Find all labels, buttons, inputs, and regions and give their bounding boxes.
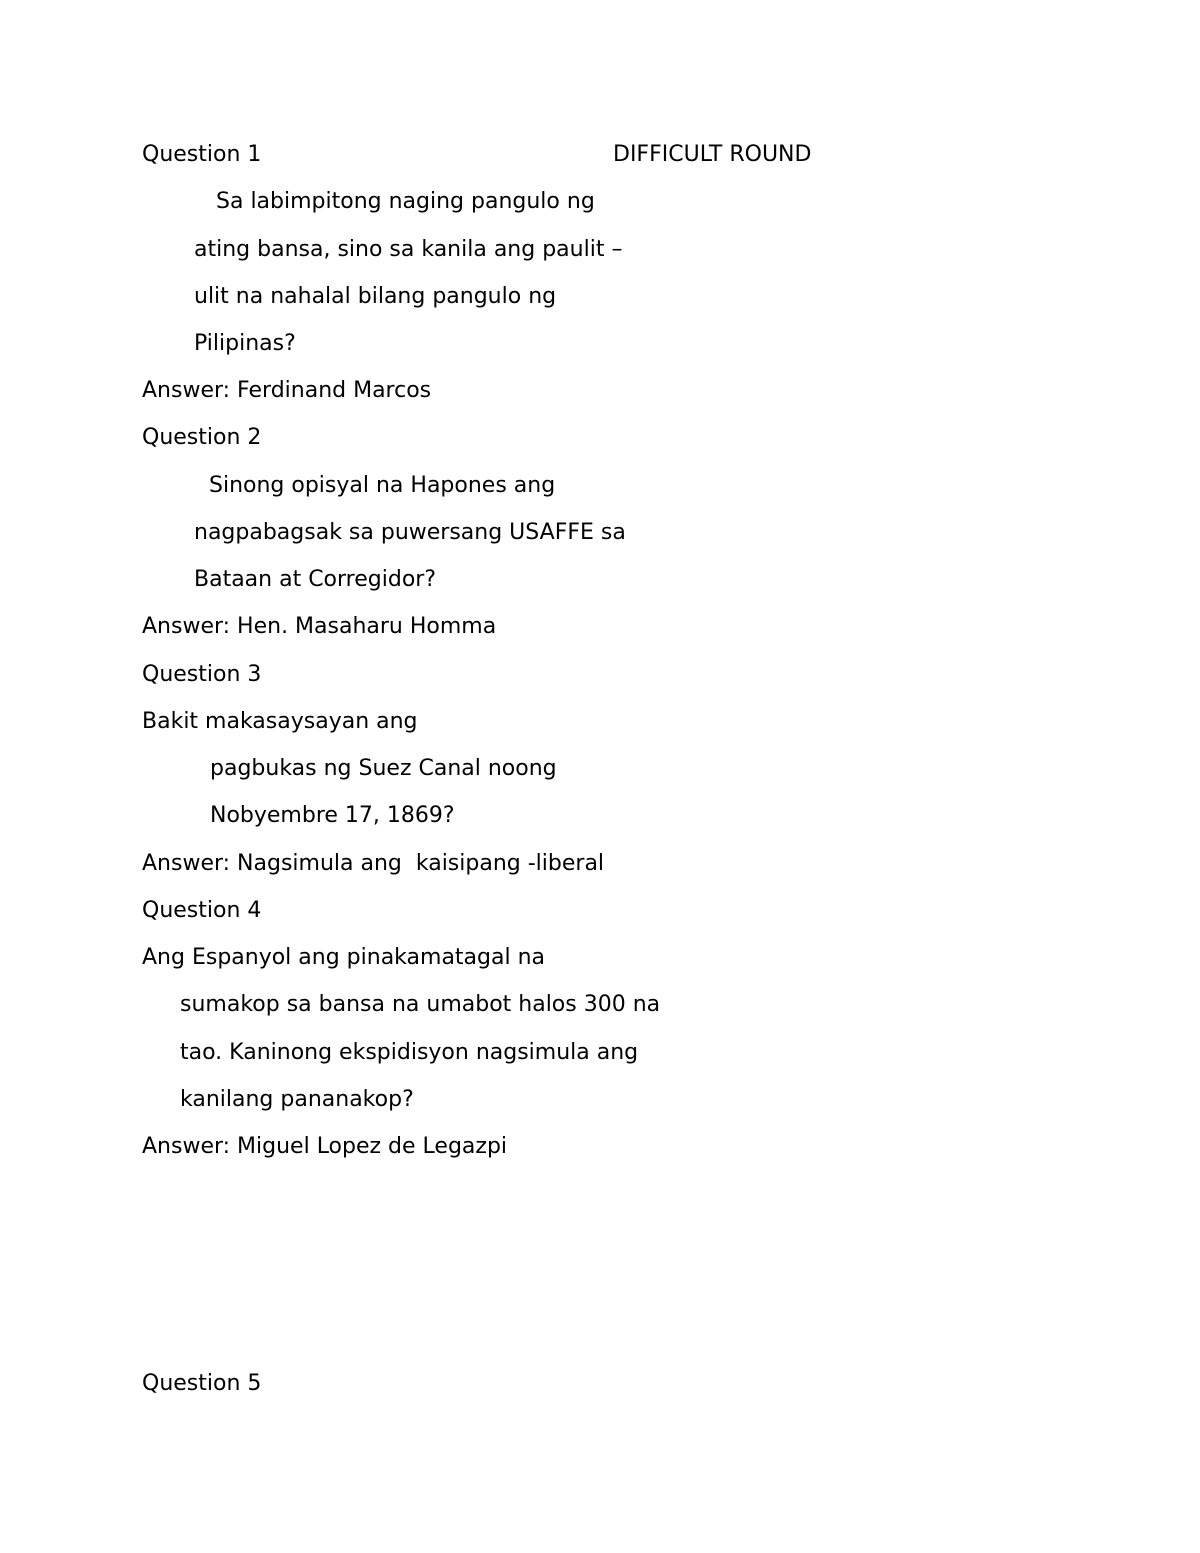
question-2-text-line: nagpabagsak sa puwersang USAFFE sa bbox=[194, 520, 626, 545]
question-1-text-line: ulit na nahalal bilang pangulo ng bbox=[194, 284, 557, 309]
question-1-text-line: Pilipinas? bbox=[194, 331, 296, 356]
question-1-label: Question 1 bbox=[142, 142, 262, 167]
question-3-label: Question 3 bbox=[142, 662, 262, 687]
question-2-answer: Answer: Hen. Masaharu Homma bbox=[142, 614, 497, 639]
question-4-text-line: tao. Kaninong ekspidisyon nagsimula ang bbox=[180, 1040, 639, 1065]
question-3-text-line: Nobyembre 17, 1869? bbox=[210, 803, 455, 828]
question-4-text-line: sumakop sa bansa na umabot halos 300 na bbox=[180, 992, 661, 1017]
question-4-text-line: kanilang pananakop? bbox=[180, 1087, 414, 1112]
question-1-text-line: ating bansa, sino sa kanila ang paulit – bbox=[194, 237, 623, 262]
round-title: DIFFICULT ROUND bbox=[613, 142, 812, 167]
question-2-label: Question 2 bbox=[142, 425, 262, 450]
question-3-text-line: Bakit makasaysayan ang bbox=[142, 709, 418, 734]
question-3-text-line: pagbukas ng Suez Canal noong bbox=[210, 756, 557, 781]
question-1-answer: Answer: Ferdinand Marcos bbox=[142, 378, 432, 403]
question-4-text-line: Ang Espanyol ang pinakamatagal na bbox=[142, 945, 546, 970]
question-5-label: Question 5 bbox=[142, 1371, 262, 1396]
question-3-answer: Answer: Nagsimula ang kaisipang -liberal bbox=[142, 851, 605, 876]
question-1-text-line: Sa labimpitong naging pangulo ng bbox=[216, 189, 595, 214]
question-4-label: Question 4 bbox=[142, 898, 262, 923]
question-2-text-line: Sinong opisyal na Hapones ang bbox=[209, 473, 556, 498]
question-2-text-line: Bataan at Corregidor? bbox=[194, 567, 436, 592]
question-4-answer: Answer: Miguel Lopez de Legazpi bbox=[142, 1134, 508, 1159]
